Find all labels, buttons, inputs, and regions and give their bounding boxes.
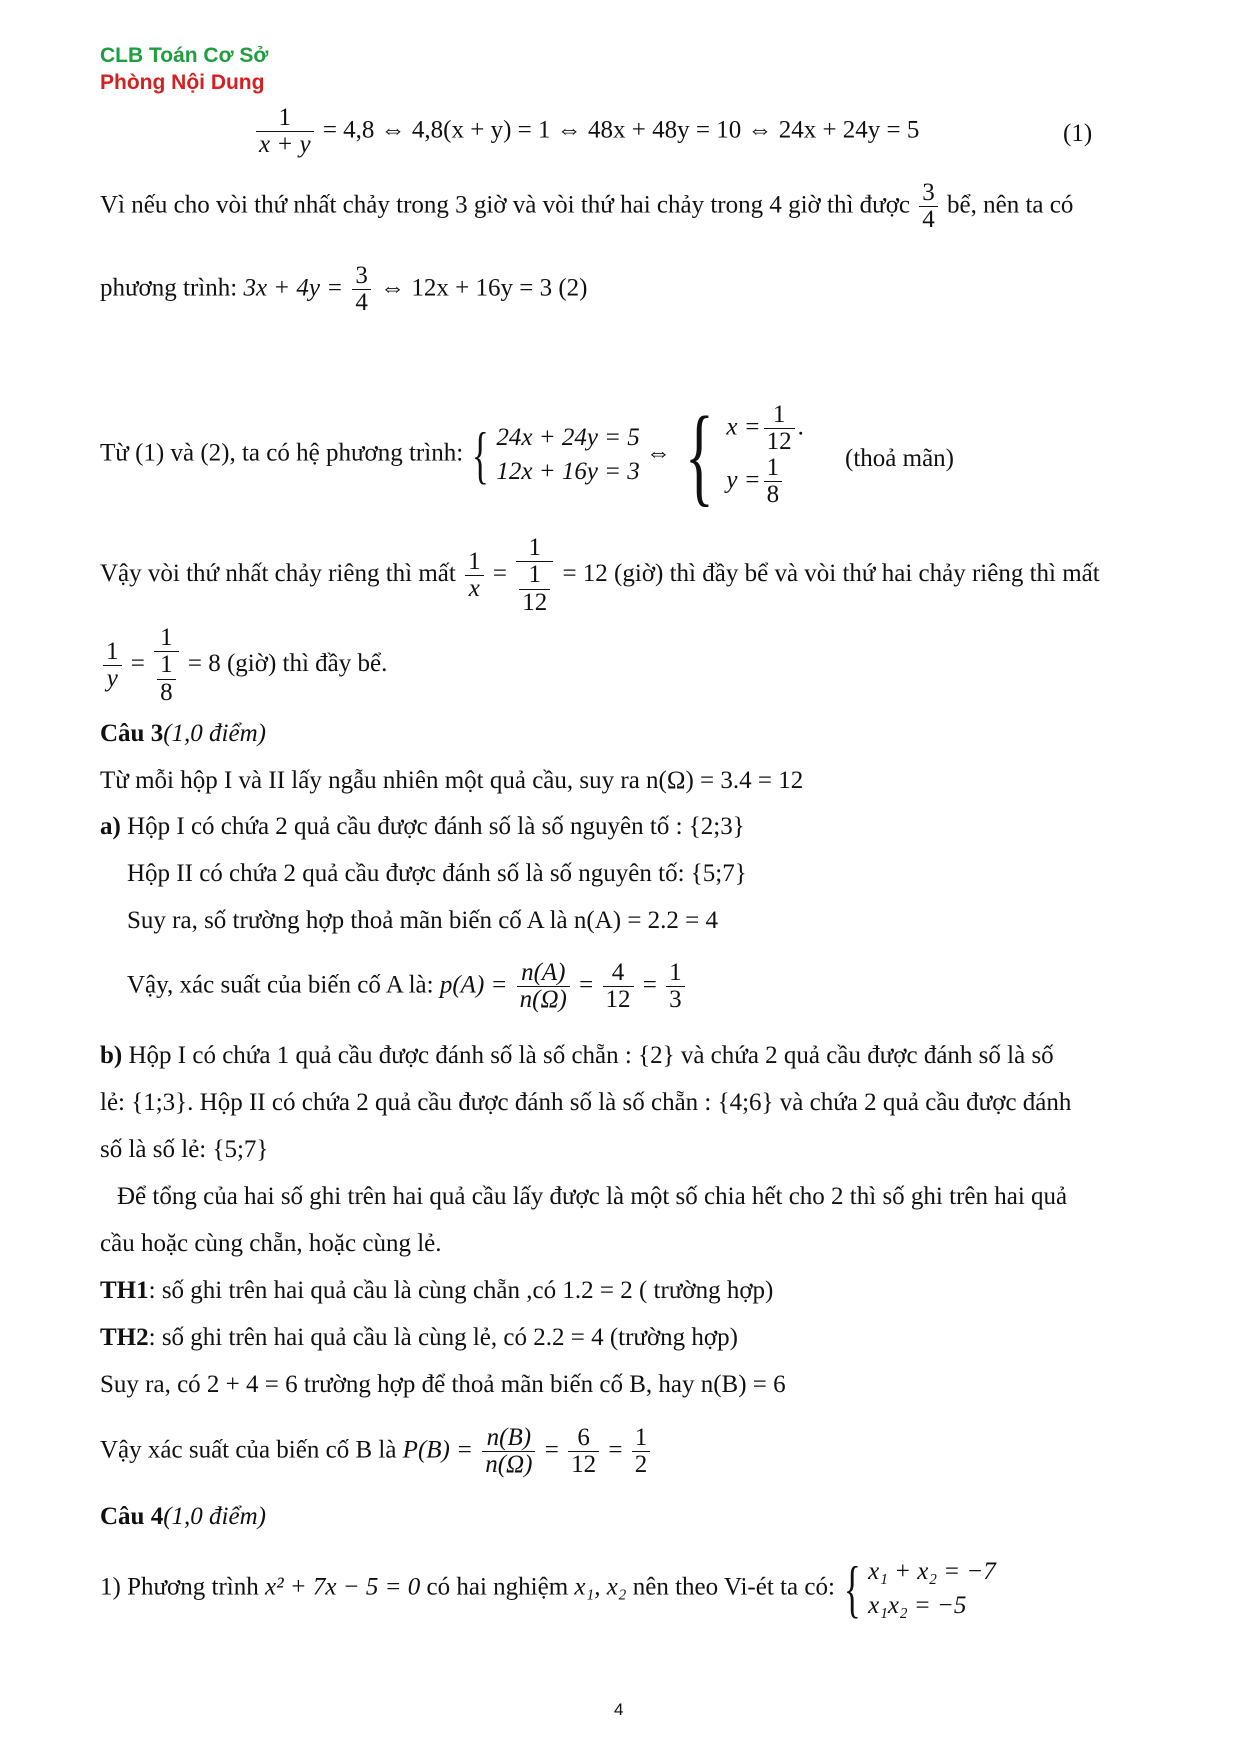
conclusion-line-2: $\frac{1}{y}$ = 1 1 8 = 8 (giờ) thì đầy bể. [100,625,387,706]
question-4-heading: Câu 4(1,0 điểm) [100,1503,266,1530]
q3-intro: Từ mỗi hộp I và II lấy ngẫu nhiên một quả cầu, suy ra n(Ω) = 3.4 = 12 [100,767,804,794]
q3-part-b-line-1: b) Hộp I có chứa 1 quả cầu được đánh số là số chẵn : {2} và chứa 2 quả cầu được đánh số là số [100,1042,1054,1069]
club-name: CLB Toán Cơ Sở [100,44,269,67]
case-1: TH1: số ghi trên hai quả cầu là cùng chẵn ,có 1.2 = 2 ( trường hợp) [100,1277,774,1304]
question-3-heading: Câu 3(1,0 điểm) [100,720,266,747]
page-number: 4 [614,1700,624,1719]
q3-part-b-line-5: cầu hoặc cùng chẵn, hoặc cùng lẻ. [100,1230,442,1257]
department-name: Phòng Nội Dung [100,71,265,94]
q3-outcomes-a: Suy ra, số trường hợp thoả mãn biến cố A là n(A) = 2.2 = 4 [127,907,719,934]
q3-part-b-line-4: Để tổng của hai số ghi trên hai quả cầu lấy được là một số chia hết cho 2 thì số ghi trên hai quả [117,1183,1068,1210]
conclusion-line-1: Vậy vòi thứ nhất chảy riêng thì mất $\frac{1}{x}$ = 1 1 12 = 12 (giờ) thì đầy bể và vòi thứ hai chảy riêng thì mất [100,534,1100,616]
satisfied-note: (thoả mãn) [845,445,954,472]
paragraph-condition: Vì nếu cho vòi thứ nhất chảy trong 3 giờ và vòi thứ hai chảy trong 4 giờ thì được $\frac{3}{4}$ bể, nên ta có [100,179,1074,234]
equation-2-line: phương trình: 3x + 4y = $\frac{3}{4}$ ⇔ 12x + 16y = 3 (2) [100,262,588,317]
q3-probability-a: Vậy, xác suất của biến cố A là: p(A) = $\frac{n(A)}{n(\Omega)}$ = $\frac{4}{12}$ = $\frac{1}{3}$ [127,960,688,1014]
q3-box-2-primes: Hộp II có chứa 2 quả cầu được đánh số là số nguyên tố: {5;7} [127,860,747,887]
vieta-system: x₁ + x₂ = −7 x₁x₂ = −5 [868,1558,996,1619]
system-solution: x = $\frac{1}{12}$ . y = $\frac{1}{8}$ [726,400,804,509]
q3-probability-b: Vậy xác suất của biến cố B là P(B) = $\frac{n(B)}{n(\Omega)}$ = $\frac{6}{12}$ = $\frac{1}{2}$ [100,1425,653,1479]
q3-outcomes-b: Suy ra, có 2 + 4 = 6 trường hợp để thoả mãn biến cố B, hay n(B) = 6 [100,1371,786,1398]
fraction: $\frac{1}{x + y}$ [256,105,314,159]
system-line: Từ (1) và (2), ta có hệ phương trình: { 24x + 24y = 5 12x + 16y = 3 ⇔ { x = $\frac{1}{12}$ . y = $\frac{1}{8}$ [100,394,804,516]
system-equations: 24x + 24y = 5 12x + 16y = 3 [496,424,640,485]
q3-part-a: a) Hộp I có chứa 2 quả cầu được đánh số là số nguyên tố : {2;3} [100,813,745,840]
q3-part-b-line-2: lẻ: {1;3}. Hộp II có chứa 2 quả cầu được đánh số là số chẵn : {4;6} và chứa 2 quả cầu được đánh [100,1089,1072,1116]
equation-1: $\frac{1}{x + y}$ = 4,8 ⇔ 4,8(x + y) = 1 ⇔ 48x + 48y = 10 ⇔ 24x + 24y = 5 [253,105,919,159]
q3-part-b-line-3: số là số lẻ: {5;7} [100,1136,269,1163]
case-2: TH2: số ghi trên hai quả cầu là cùng lẻ, có 2.2 = 4 (trường hợp) [100,1324,738,1351]
equation-tag-1: (1) [1063,120,1093,147]
q4-part-1: 1) Phương trình x² + 7x − 5 = 0 có hai nghiệm x₁, x₂ nên theo Vi-ét ta có: { x₁ + x₂ = −7 x₁x₂ = −5 [100,1552,996,1624]
